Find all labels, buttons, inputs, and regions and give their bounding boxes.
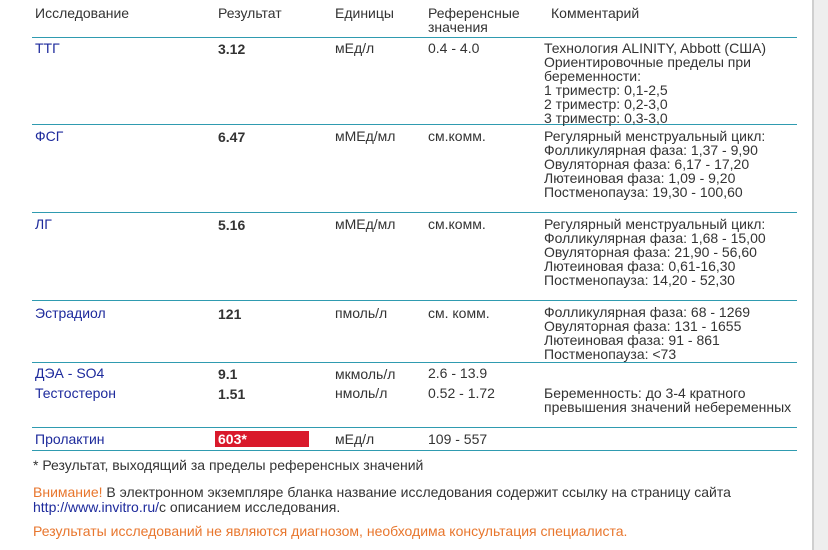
header-test: Исследование [35, 5, 130, 21]
comment-line: Технология ALINITY, Abbott (США) [544, 40, 767, 56]
unit: мЕд/л [335, 40, 375, 56]
comment-line: Фолликулярная фаза: 68 - 1269 [544, 304, 751, 320]
comment-line: Овуляторная фаза: 21,90 - 56,60 [544, 244, 757, 260]
reference-range: 0.4 - 4.0 [428, 40, 480, 56]
row-divider [32, 362, 797, 363]
comment-line: Овуляторная фаза: 131 - 1655 [544, 318, 742, 334]
comment-line: 1 триместр: 0,1-2,5 [544, 82, 668, 98]
row-divider [32, 37, 797, 38]
reference-range: см.комм. [428, 216, 486, 232]
test-name-link[interactable]: Эстрадиол [35, 305, 106, 321]
test-name-link[interactable]: Тестостерон [35, 385, 116, 401]
reference-range: 0.52 - 1.72 [428, 385, 495, 401]
comment-line: Постменопауза: <73 [544, 346, 677, 362]
comment-line: Фолликулярная фаза: 1,37 - 9,90 [544, 142, 758, 158]
comment-line: Овуляторная фаза: 6,17 - 17,20 [544, 156, 750, 172]
comment-line: Регулярный менструальный цикл: [544, 128, 766, 144]
result-value: 1.51 [218, 386, 246, 402]
reference-range: 109 - 557 [428, 431, 488, 447]
footnote: * Результат, выходящий за пределы референсных значений [33, 457, 424, 473]
row-divider [32, 212, 797, 213]
row-divider [32, 300, 797, 301]
result-value: 6.47 [218, 129, 246, 145]
header-comment: Комментарий [551, 5, 640, 21]
comment [544, 386, 791, 414]
comment [544, 305, 750, 361]
unit: мМЕд/мл [335, 216, 396, 232]
comment-line: Постменопауза: 14,20 - 52,30 [544, 272, 735, 288]
reference-range: см.комм. [428, 128, 486, 144]
unit: мМЕд/мл [335, 128, 396, 144]
unit: пмоль/л [335, 305, 388, 321]
notice [33, 485, 753, 515]
comment-line: Регулярный менструальный цикл: [544, 216, 766, 232]
reference-range: 2.6 - 13.9 [428, 365, 488, 381]
unit: нмоль/л [335, 385, 388, 401]
comment-line: 2 триместр: 0,2-3,0 [544, 96, 668, 112]
comment-line: беременности: [544, 68, 642, 84]
unit: мкмоль/л [335, 366, 396, 382]
notice-text: В электронном экземпляре бланка название исследования содержит ссылку на страницу сайта [102, 484, 731, 500]
comment-line: превышения значений небеременных [544, 399, 792, 415]
comment-line: Лютеиновая фаза: 1,09 - 9,20 [544, 170, 736, 186]
notice-attention: Внимание! [33, 484, 103, 500]
comment [544, 41, 766, 125]
header-result: Результат [218, 5, 282, 21]
unit: мЕд/л [335, 431, 375, 447]
comment-line: Лютеиновая фаза: 91 - 861 [544, 332, 720, 348]
result-value: 3.12 [218, 41, 246, 57]
comment [544, 217, 766, 287]
row-divider [32, 427, 797, 428]
site-link[interactable]: http://www.invitro.ru/ [33, 499, 160, 515]
header-reference [428, 6, 520, 34]
comment-line: Ориентировочные пределы при [544, 54, 751, 70]
result-value: 121 [218, 306, 242, 322]
header-reference-line2: значения [428, 19, 488, 35]
comment-line: Постменопауза: 19,30 - 100,60 [544, 184, 743, 200]
page-edge [814, 0, 828, 550]
row-divider [32, 450, 797, 451]
notice-text2: с описанием исследования. [159, 499, 341, 515]
header-units: Единицы [335, 5, 394, 21]
test-name-link[interactable]: ЛГ [35, 216, 52, 232]
header-reference-line1: Референсные [428, 5, 520, 21]
comment-line: Лютеиновая фаза: 0,61-16,30 [544, 258, 736, 274]
test-name-link[interactable]: Пролактин [35, 431, 105, 447]
comment [544, 129, 765, 199]
result-value: 9.1 [218, 366, 238, 382]
comment-line: Беременность: до 3-4 кратного [544, 385, 746, 401]
test-name-link[interactable]: ФСГ [35, 128, 64, 144]
test-name-link[interactable]: ДЭА - SO4 [35, 365, 105, 381]
reference-range: см. комм. [428, 305, 490, 321]
flagged-result-value: 603* [215, 431, 309, 447]
comment-line: Фолликулярная фаза: 1,68 - 15,00 [544, 230, 766, 246]
test-name-link[interactable]: ТТГ [35, 40, 60, 56]
comment-line: 3 триместр: 0,3-3,0 [544, 110, 668, 126]
result-value: 5.16 [218, 217, 246, 233]
disclaimer: Результаты исследований не являются диагнозом, необходима консультация специалиста. [33, 523, 628, 539]
